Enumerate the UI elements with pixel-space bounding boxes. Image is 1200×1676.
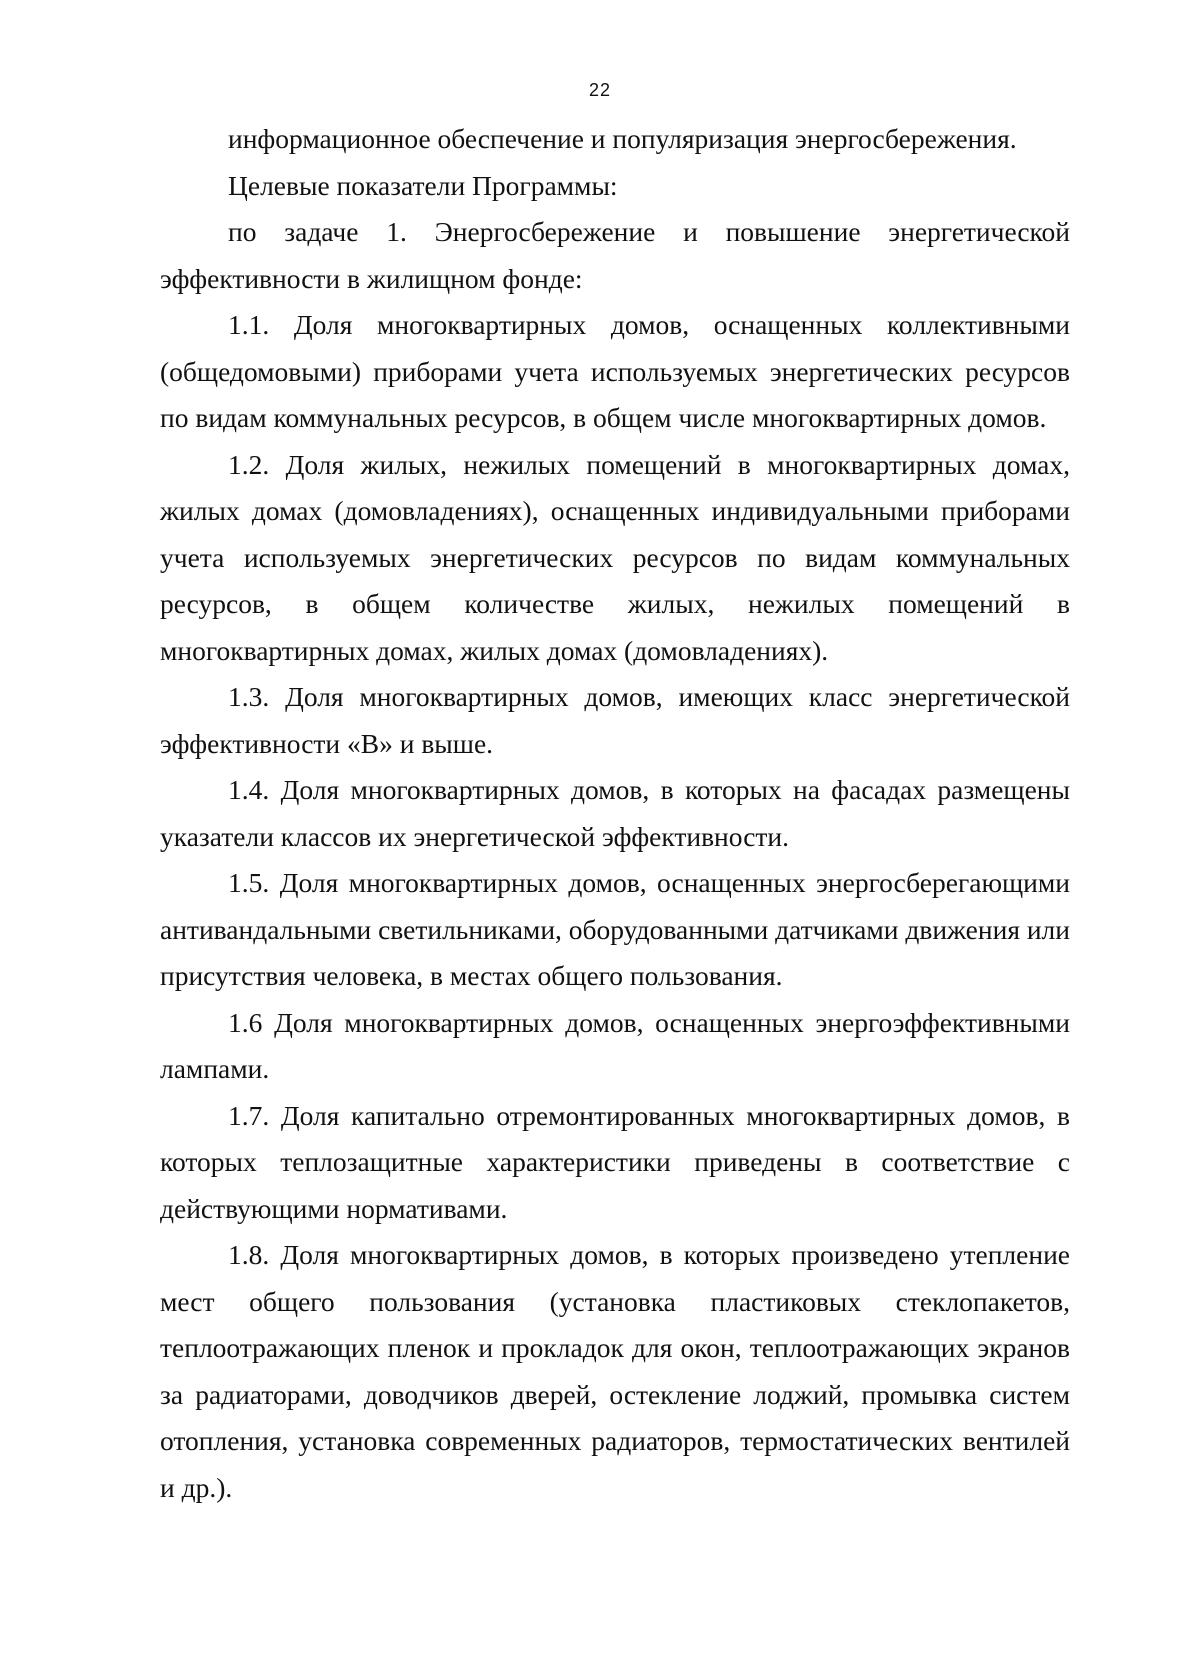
paragraph-info-support: информационное обеспечение и популяризация энергосбережения. — [228, 123, 1017, 154]
paragraph-targets-heading: Целевые показатели Программы: — [228, 169, 618, 201]
paragraph-indicator-1-7: 1.7. Доля капитально отремонтированных многоквартирных домов, в которых теплозащитные характеристики приведены в соответствие с действующими нормативами. — [160, 1099, 1070, 1224]
paragraph-indicator-1-2: 1.2. Доля жилых, нежилых помещений в многоквартирных домах, жилых домах (домовладениях), оснащенных индивидуальными приборами учета используемых энергетических ресурсов по видам коммунальных ресурсов, в общем количестве жилых, нежилых помещений в многоквартирных домах, жилых домах (домовладениях). — [160, 448, 1070, 666]
paragraph-indicator-1-3: 1.3. Доля многоквартирных домов, имеющих класс энергетической эффективности «В» и выше. — [160, 681, 1070, 759]
paragraph-task-1: по задаче 1. Энергосбережение и повышение энергетической эффективности в жилищном фонде: — [160, 216, 1070, 294]
page-number: 22 — [588, 80, 612, 100]
paragraph-indicator-1-4: 1.4. Доля многоквартирных домов, в которых на фасадах размещены указатели классов их энергетической эффективности. — [160, 774, 1070, 852]
paragraph-indicator-1-5: 1.5. Доля многоквартирных домов, оснащенных энергосберегающими антивандальными светильниками, оборудованными датчиками движения или присутствия человека, в местах общего пользования. — [160, 867, 1070, 991]
paragraph-indicator-1-8: 1.8. Доля многоквартирных домов, в которых произведено утепление мест общего пользования (установка пластиковых стеклопакетов, теплоотражающих пленок и прокладок для окон, теплоотражающих экранов за радиаторами, доводчиков дверей, остекление лоджий, промывка систем отопления, установка современных радиаторов, термостатических вентилей и др.). — [160, 1239, 1070, 1503]
paragraph-indicator-1-6: 1.6 Доля многоквартирных домов, оснащенных энергоэффективными лампами. — [160, 1006, 1070, 1084]
document-body — [160, 116, 1070, 1511]
paragraph-indicator-1-1: 1.1. Доля многоквартирных домов, оснащенных коллективными (общедомовыми) приборами учета используемых энергетических ресурсов по видам коммунальных ресурсов, в общем числе многоквартирных домов. — [160, 309, 1070, 433]
